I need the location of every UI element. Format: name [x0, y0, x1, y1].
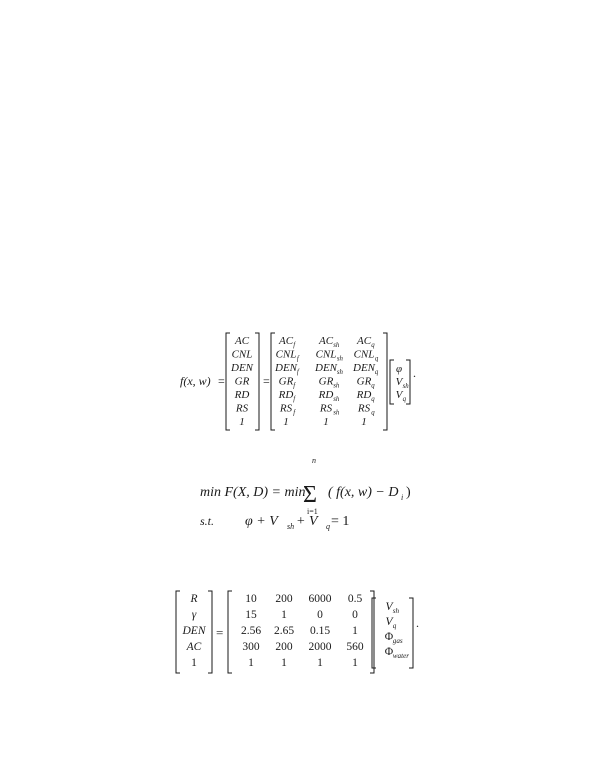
- eq3-matrix-cell: 1: [352, 657, 358, 669]
- eq3-matrix-cell: 1: [352, 625, 358, 637]
- eq3-period: .: [416, 616, 419, 630]
- eq1-equals-2: =: [263, 374, 270, 388]
- eq1-unknowns-right-bracket: [406, 360, 410, 404]
- eq1-vector: [230, 335, 254, 428]
- eq3-vector-entry: γ: [191, 609, 197, 621]
- eq1-matrix-cell: CNL: [275, 348, 297, 361]
- eq3-matrix-cell: 1: [248, 657, 254, 669]
- eq1-matrix-cell-sub: sh: [333, 409, 340, 417]
- eq3-vector-entry: R: [190, 593, 198, 605]
- eq1-vector-entry: DEN: [231, 362, 253, 374]
- eq3-matrix-cell: 200: [275, 641, 293, 653]
- eq1-matrix-cell: 1: [283, 416, 289, 428]
- eq1-matrix-cell: RS: [319, 402, 333, 415]
- equation-3: [176, 591, 419, 673]
- eq2-constraint: φ + V: [245, 514, 278, 529]
- eq1-vector-entry: RS: [235, 402, 249, 415]
- eq2-objective-right: ( f(x, w) − D: [328, 485, 399, 500]
- eq1-vector-entry: AC: [234, 335, 250, 347]
- eq1-matrix-cell-sub: f: [293, 342, 296, 349]
- eq3-vector-entry: 1: [191, 657, 197, 669]
- eq3-matrix-cell: 200: [275, 593, 293, 605]
- eq1-matrix-cell-sub: sh: [333, 382, 340, 390]
- eq3-matrix-cell: 10: [245, 593, 257, 605]
- eq1-vector-entry: RD: [234, 389, 250, 401]
- eq3-unknowns: [385, 601, 409, 660]
- eq2-constraint-sub1: sh: [287, 522, 295, 531]
- equation-1: [180, 333, 416, 430]
- eq1-matrix-cell-sub: q: [371, 342, 375, 349]
- eq1-matrix-cell: RD: [356, 389, 372, 401]
- eq1-matrix-cell-sub: q: [374, 355, 379, 363]
- eq1-lhs: f(x, w): [180, 374, 211, 388]
- eq3-unknowns-right-bracket: [409, 598, 413, 668]
- eq3-matrix-cell: 1: [317, 657, 323, 669]
- eq1-matrix-cell: DEN: [275, 362, 297, 374]
- eq3-unknown-entry: V: [385, 601, 393, 613]
- eq2-sum-lower: i=1: [307, 507, 318, 516]
- eq1-vector-left-bracket: [226, 333, 230, 430]
- eq1-unknown-entry-sub: sh: [402, 383, 409, 390]
- eq3-matrix-cell: 6000: [308, 593, 332, 605]
- eq1-matrix-cell: GR: [356, 375, 372, 388]
- eq3-matrix: [241, 593, 364, 669]
- eq3-matrix-cell: 1: [281, 609, 287, 621]
- eq1-matrix-cell: AC: [356, 335, 372, 347]
- eq1-period: .: [413, 366, 416, 380]
- eq1-matrix-cell-sub: f: [293, 396, 296, 403]
- eq1-matrix-cell-sub: f: [293, 382, 296, 390]
- eq1-matrix-cell-sub: sh: [333, 396, 340, 403]
- eq2-objective-close: ): [406, 485, 411, 500]
- eq1-matrix-cell-sub: f: [296, 369, 299, 376]
- eq2-st-label: s.t.: [200, 514, 215, 528]
- eq1-matrix-cell-sub: q: [371, 382, 375, 390]
- eq2-constraint-mid: + V: [296, 514, 318, 529]
- eq3-vector-entry: DEN: [182, 625, 206, 637]
- eq3-matrix-cell: 0.15: [309, 625, 331, 637]
- eq3-matrix-cell: 0.5: [347, 593, 363, 605]
- eq3-matrix-cell: 300: [242, 641, 260, 653]
- eq1-equals: =: [218, 374, 225, 388]
- eq2-objective-sub: i: [401, 493, 404, 502]
- eq3-matrix-cell: 0: [352, 609, 358, 621]
- eq3-vector-right-bracket: [208, 591, 212, 673]
- eq1-matrix-cell-sub: f: [296, 355, 299, 363]
- eq1-matrix-cell: CNL: [315, 348, 337, 361]
- eq3-matrix-cell: 15: [245, 609, 257, 621]
- eq2-objective-left: min F(X, D) = min: [200, 485, 306, 500]
- eq1-unknown-entry: V: [395, 376, 403, 388]
- eq1-matrix-cell: CNL: [353, 348, 375, 361]
- eq3-matrix-cell: 2.56: [240, 625, 262, 637]
- eq3-vector-entry: AC: [186, 641, 202, 653]
- eq1-unknowns: [396, 363, 410, 403]
- eq1-matrix-cell: DEN: [315, 362, 337, 374]
- eq1-matrix-cell: RD: [318, 389, 334, 401]
- eq1-matrix-cell: AC: [318, 335, 334, 347]
- eq3-unknown-entry: V: [385, 616, 393, 628]
- eq2-sum-symbol: Σ: [303, 482, 317, 508]
- eq1-matrix-cell: 1: [361, 416, 367, 428]
- eq3-unknown-entry: Φ: [384, 631, 394, 643]
- eq1-matrix-cell-sub: f: [293, 409, 296, 417]
- eq3-unknown-entry-sub: gas: [392, 637, 403, 645]
- eq1-unknowns-left-bracket: [390, 360, 394, 404]
- eq3-matrix-cell: 2000: [308, 641, 332, 653]
- eq1-vector-entry: 1: [239, 416, 245, 428]
- eq1-unknown-entry: φ: [395, 363, 403, 375]
- eq3-unknown-entry-sub: q: [392, 622, 397, 630]
- eq3-unknown-entry: Φ: [384, 646, 394, 658]
- eq1-matrix-cell: RD: [278, 389, 294, 401]
- eq2-constraint-end: = 1: [331, 514, 350, 529]
- eq1-unknown-entry-sub: q: [402, 396, 407, 403]
- eq1-matrix-cell-sub: sh: [336, 355, 343, 363]
- eq1-matrix-right-bracket: [383, 333, 387, 430]
- eq3-matrix-left-bracket: [228, 591, 232, 673]
- eq3-matrix-cell: 2.65: [273, 625, 295, 637]
- eq3-unknown-entry-sub: sh: [392, 607, 400, 615]
- equation-2: [200, 456, 411, 531]
- eq1-unknown-entry: V: [395, 389, 403, 401]
- eq1-matrix-cell: GR: [278, 375, 294, 388]
- eq3-vector-left-bracket: [176, 591, 180, 673]
- eq1-matrix-cell: AC: [278, 335, 294, 347]
- eq1-matrix-cell-sub: q: [371, 396, 375, 403]
- eq3-matrix-cell: 0: [317, 609, 323, 621]
- eq3-unknown-entry-sub: water: [392, 652, 410, 660]
- eq1-matrix: [274, 335, 379, 428]
- eq3-equals: =: [216, 625, 224, 640]
- eq1-vector-entry: CNL: [231, 348, 253, 361]
- eq2-sum-upper: n: [312, 456, 316, 465]
- eq3-matrix-cell: 1: [281, 657, 287, 669]
- eq1-matrix-cell: RS: [279, 402, 293, 415]
- eq1-vector-right-bracket: [255, 333, 259, 430]
- eq1-matrix-cell-sub: q: [371, 409, 375, 417]
- eq3-vector: [182, 593, 207, 669]
- eq1-matrix-cell-sub: sh: [333, 342, 340, 349]
- eq1-matrix-cell: RS: [357, 402, 371, 415]
- eq1-matrix-cell: GR: [318, 375, 334, 388]
- eq1-matrix-cell: DEN: [353, 362, 375, 374]
- eq1-matrix-cell-sub: q: [374, 369, 379, 376]
- eq1-matrix-cell-sub: sh: [336, 369, 343, 376]
- eq2-constraint-sub2: q: [326, 522, 330, 531]
- eq1-matrix-cell: 1: [323, 416, 329, 428]
- eq1-matrix-left-bracket: [271, 333, 275, 430]
- eq3-matrix-cell: 560: [346, 641, 364, 653]
- eq1-vector-entry: GR: [234, 375, 250, 388]
